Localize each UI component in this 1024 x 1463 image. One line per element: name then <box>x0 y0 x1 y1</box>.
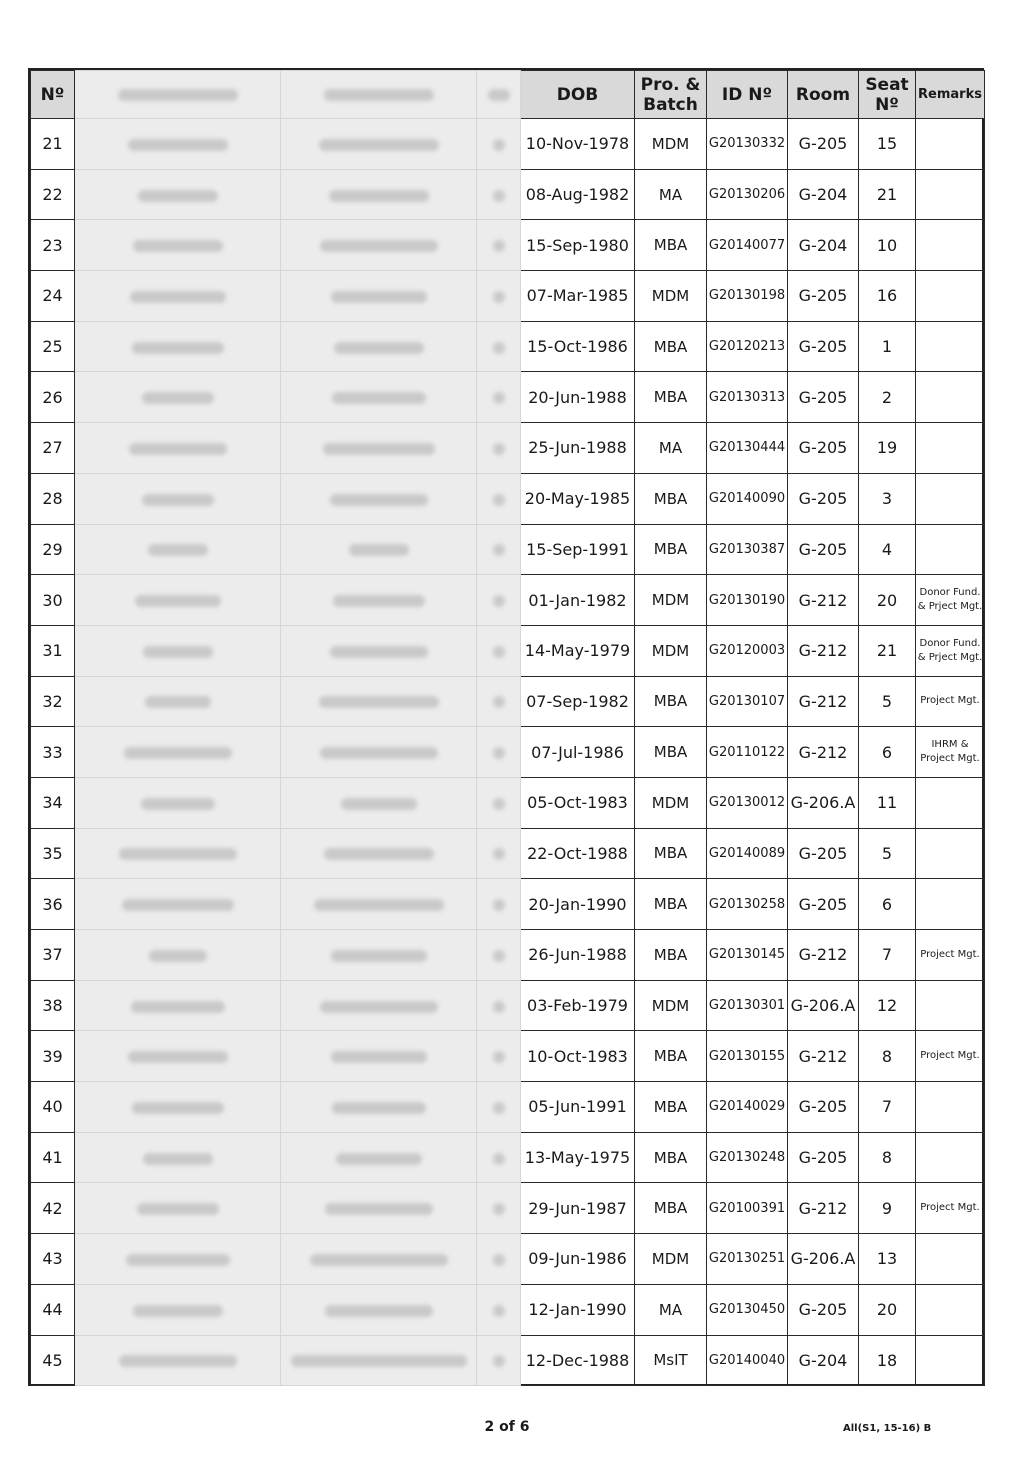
sex-redacted <box>477 220 521 271</box>
seat-cell: 7 <box>859 930 916 981</box>
seat-cell: 20 <box>859 1284 916 1335</box>
remarks-cell <box>916 169 985 220</box>
student-id-cell: G20130145 <box>707 930 788 981</box>
remarks-cell <box>916 473 985 524</box>
dob-cell: 07-Mar-1985 <box>521 271 635 322</box>
row-number: 41 <box>31 1132 75 1183</box>
room-cell: G-206.A <box>788 980 859 1031</box>
name-latin-redacted <box>281 930 477 981</box>
row-number: 34 <box>31 777 75 828</box>
name-khmer-redacted <box>75 423 281 474</box>
seat-cell: 3 <box>859 473 916 524</box>
program-batch-cell: MsIT <box>635 1335 707 1386</box>
remarks-cell <box>916 321 985 372</box>
room-cell: G-212 <box>788 1183 859 1234</box>
name-latin-redacted <box>281 220 477 271</box>
name-khmer-redacted <box>75 321 281 372</box>
remarks-cell <box>916 524 985 575</box>
remarks-cell <box>916 423 985 474</box>
name-khmer-redacted <box>75 220 281 271</box>
name-latin-redacted <box>281 879 477 930</box>
table-row <box>31 524 985 575</box>
name-khmer-redacted <box>75 372 281 423</box>
dob-cell: 29-Jun-1987 <box>521 1183 635 1234</box>
room-cell: G-205 <box>788 321 859 372</box>
room-cell: G-204 <box>788 1335 859 1386</box>
name-khmer-redacted <box>75 1284 281 1335</box>
header-sex-redacted <box>477 71 521 119</box>
name-khmer-redacted <box>75 625 281 676</box>
seat-cell: 5 <box>859 676 916 727</box>
name-khmer-redacted <box>75 1335 281 1386</box>
name-khmer-redacted <box>75 1082 281 1133</box>
program-batch-cell: MA <box>635 1284 707 1335</box>
remarks-cell <box>916 1082 985 1133</box>
remarks-cell <box>916 980 985 1031</box>
remarks-cell: Project Mgt. <box>916 676 985 727</box>
program-batch-cell: MDM <box>635 271 707 322</box>
header-no: Nº <box>31 71 75 119</box>
room-cell: G-205 <box>788 372 859 423</box>
sex-redacted <box>477 879 521 930</box>
room-cell: G-205 <box>788 473 859 524</box>
dob-cell: 05-Oct-1983 <box>521 777 635 828</box>
room-cell: G-205 <box>788 1132 859 1183</box>
table-row <box>31 1335 985 1386</box>
page-number: 2 of 6 <box>484 1419 530 1435</box>
header-room: Room <box>788 71 859 119</box>
table-row <box>31 575 985 626</box>
table-row <box>31 727 985 778</box>
student-id-cell: G20140090 <box>707 473 788 524</box>
program-batch-cell: MDM <box>635 1234 707 1285</box>
student-id-cell: G20130258 <box>707 879 788 930</box>
program-batch-cell: MBA <box>635 1183 707 1234</box>
roster-sheet <box>28 68 984 1386</box>
sex-redacted <box>477 828 521 879</box>
program-batch-cell: MDM <box>635 777 707 828</box>
sex-redacted <box>477 321 521 372</box>
row-number: 25 <box>31 321 75 372</box>
student-id-cell: G20130450 <box>707 1284 788 1335</box>
remarks-cell <box>916 1335 985 1386</box>
row-number: 31 <box>31 625 75 676</box>
name-khmer-redacted <box>75 575 281 626</box>
name-khmer-redacted <box>75 930 281 981</box>
name-khmer-redacted <box>75 119 281 170</box>
row-number: 33 <box>31 727 75 778</box>
name-latin-redacted <box>281 524 477 575</box>
name-latin-redacted <box>281 1183 477 1234</box>
student-id-cell: G20130190 <box>707 575 788 626</box>
program-batch-cell: MDM <box>635 980 707 1031</box>
seat-cell: 15 <box>859 119 916 170</box>
table-row <box>31 169 985 220</box>
room-cell: G-212 <box>788 676 859 727</box>
name-latin-redacted <box>281 980 477 1031</box>
program-batch-cell: MBA <box>635 1082 707 1133</box>
remarks-cell <box>916 777 985 828</box>
dob-cell: 12-Jan-1990 <box>521 1284 635 1335</box>
student-id-cell: G20140040 <box>707 1335 788 1386</box>
seat-cell: 18 <box>859 1335 916 1386</box>
remarks-cell: Project Mgt. <box>916 1183 985 1234</box>
dob-cell: 25-Jun-1988 <box>521 423 635 474</box>
student-id-cell: G20140089 <box>707 828 788 879</box>
dob-cell: 05-Jun-1991 <box>521 1082 635 1133</box>
seat-cell: 16 <box>859 271 916 322</box>
name-latin-redacted <box>281 575 477 626</box>
sex-redacted <box>477 676 521 727</box>
row-number: 42 <box>31 1183 75 1234</box>
row-number: 36 <box>31 879 75 930</box>
room-cell: G-212 <box>788 1031 859 1082</box>
seat-cell: 10 <box>859 220 916 271</box>
room-cell: G-206.A <box>788 1234 859 1285</box>
table-row <box>31 676 985 727</box>
remarks-cell <box>916 828 985 879</box>
name-khmer-redacted <box>75 727 281 778</box>
name-khmer-redacted <box>75 777 281 828</box>
dob-cell: 20-May-1985 <box>521 473 635 524</box>
row-number: 21 <box>31 119 75 170</box>
name-latin-redacted <box>281 727 477 778</box>
student-id-cell: G20130012 <box>707 777 788 828</box>
program-batch-cell: MBA <box>635 524 707 575</box>
header-name-khmer-redacted <box>75 71 281 119</box>
name-latin-redacted <box>281 169 477 220</box>
student-id-cell: G20130198 <box>707 271 788 322</box>
student-id-cell: G20130206 <box>707 169 788 220</box>
name-latin-redacted <box>281 1234 477 1285</box>
table-row <box>31 828 985 879</box>
program-batch-cell: MBA <box>635 220 707 271</box>
sex-redacted <box>477 1284 521 1335</box>
sex-redacted <box>477 930 521 981</box>
dob-cell: 22-Oct-1988 <box>521 828 635 879</box>
remarks-cell: Project Mgt. <box>916 1031 985 1082</box>
student-roster-table <box>30 70 985 1386</box>
program-batch-cell: MBA <box>635 727 707 778</box>
student-id-cell: G20140077 <box>707 220 788 271</box>
name-latin-redacted <box>281 625 477 676</box>
sex-redacted <box>477 119 521 170</box>
sex-redacted <box>477 980 521 1031</box>
remarks-cell <box>916 1132 985 1183</box>
row-number: 37 <box>31 930 75 981</box>
program-batch-cell: MBA <box>635 1132 707 1183</box>
remarks-cell <box>916 1234 985 1285</box>
table-row <box>31 423 985 474</box>
student-id-cell: G20130248 <box>707 1132 788 1183</box>
table-row <box>31 1284 985 1335</box>
remarks-cell <box>916 220 985 271</box>
program-batch-cell: MBA <box>635 676 707 727</box>
table-row <box>31 930 985 981</box>
seat-cell: 6 <box>859 879 916 930</box>
name-latin-redacted <box>281 1082 477 1133</box>
name-latin-redacted <box>281 777 477 828</box>
program-batch-cell: MBA <box>635 473 707 524</box>
row-number: 32 <box>31 676 75 727</box>
dob-cell: 15-Sep-1991 <box>521 524 635 575</box>
program-batch-cell: MBA <box>635 1031 707 1082</box>
name-latin-redacted <box>281 321 477 372</box>
student-id-cell: G20120003 <box>707 625 788 676</box>
name-khmer-redacted <box>75 1234 281 1285</box>
sex-redacted <box>477 169 521 220</box>
name-khmer-redacted <box>75 271 281 322</box>
room-cell: G-212 <box>788 727 859 778</box>
name-khmer-redacted <box>75 980 281 1031</box>
dob-cell: 13-May-1975 <box>521 1132 635 1183</box>
room-cell: G-205 <box>788 1082 859 1133</box>
name-khmer-redacted <box>75 828 281 879</box>
seat-cell: 7 <box>859 1082 916 1133</box>
dob-cell: 26-Jun-1988 <box>521 930 635 981</box>
seat-cell: 9 <box>859 1183 916 1234</box>
remarks-cell <box>916 119 985 170</box>
name-latin-redacted <box>281 676 477 727</box>
seat-cell: 20 <box>859 575 916 626</box>
sex-redacted <box>477 524 521 575</box>
row-number: 38 <box>31 980 75 1031</box>
seat-cell: 21 <box>859 625 916 676</box>
sex-redacted <box>477 1082 521 1133</box>
sex-redacted <box>477 727 521 778</box>
remarks-cell: Donor Fund. & Prject Mgt. <box>916 575 985 626</box>
table-row <box>31 220 985 271</box>
sex-redacted <box>477 473 521 524</box>
sex-redacted <box>477 1234 521 1285</box>
sex-redacted <box>477 575 521 626</box>
table-row <box>31 321 985 372</box>
name-latin-redacted <box>281 828 477 879</box>
student-id-cell: G20130313 <box>707 372 788 423</box>
program-batch-cell: MDM <box>635 119 707 170</box>
table-header-row <box>31 71 985 119</box>
remarks-cell <box>916 1284 985 1335</box>
header-seat: Seat Nº <box>859 71 916 119</box>
row-number: 24 <box>31 271 75 322</box>
sex-redacted <box>477 1335 521 1386</box>
table-row <box>31 980 985 1031</box>
student-id-cell: G20130107 <box>707 676 788 727</box>
program-batch-cell: MDM <box>635 625 707 676</box>
name-latin-redacted <box>281 119 477 170</box>
room-cell: G-205 <box>788 828 859 879</box>
dob-cell: 14-May-1979 <box>521 625 635 676</box>
sex-redacted <box>477 777 521 828</box>
seat-cell: 21 <box>859 169 916 220</box>
name-latin-redacted <box>281 1335 477 1386</box>
room-cell: G-204 <box>788 169 859 220</box>
row-number: 43 <box>31 1234 75 1285</box>
row-number: 44 <box>31 1284 75 1335</box>
seat-cell: 2 <box>859 372 916 423</box>
seat-cell: 8 <box>859 1031 916 1082</box>
program-batch-cell: MDM <box>635 575 707 626</box>
program-batch-cell: MBA <box>635 828 707 879</box>
dob-cell: 08-Aug-1982 <box>521 169 635 220</box>
sex-redacted <box>477 1183 521 1234</box>
name-khmer-redacted <box>75 676 281 727</box>
remarks-cell: IHRM & Project Mgt. <box>916 727 985 778</box>
room-cell: G-205 <box>788 271 859 322</box>
room-cell: G-205 <box>788 1284 859 1335</box>
program-batch-cell: MA <box>635 423 707 474</box>
seat-cell: 6 <box>859 727 916 778</box>
program-batch-cell: MA <box>635 169 707 220</box>
name-latin-redacted <box>281 1284 477 1335</box>
row-number: 26 <box>31 372 75 423</box>
name-latin-redacted <box>281 1031 477 1082</box>
sex-redacted <box>477 1031 521 1082</box>
table-row <box>31 879 985 930</box>
header-program-batch: Pro. & Batch <box>635 71 707 119</box>
dob-cell: 10-Oct-1983 <box>521 1031 635 1082</box>
table-row <box>31 1082 985 1133</box>
dob-cell: 09-Jun-1986 <box>521 1234 635 1285</box>
name-latin-redacted <box>281 271 477 322</box>
student-id-cell: G20130387 <box>707 524 788 575</box>
table-row <box>31 473 985 524</box>
name-khmer-redacted <box>75 1183 281 1234</box>
header-remarks: Remarks <box>916 71 985 119</box>
student-id-cell: G20130332 <box>707 119 788 170</box>
row-number: 35 <box>31 828 75 879</box>
dob-cell: 07-Sep-1982 <box>521 676 635 727</box>
room-cell: G-205 <box>788 119 859 170</box>
remarks-cell <box>916 372 985 423</box>
header-dob: DOB <box>521 71 635 119</box>
student-id-cell: G20110122 <box>707 727 788 778</box>
name-khmer-redacted <box>75 473 281 524</box>
room-cell: G-212 <box>788 625 859 676</box>
remarks-cell <box>916 879 985 930</box>
room-cell: G-205 <box>788 879 859 930</box>
dob-cell: 07-Jul-1986 <box>521 727 635 778</box>
name-khmer-redacted <box>75 524 281 575</box>
name-latin-redacted <box>281 1132 477 1183</box>
dob-cell: 20-Jan-1990 <box>521 879 635 930</box>
room-cell: G-212 <box>788 575 859 626</box>
table-row <box>31 625 985 676</box>
row-number: 39 <box>31 1031 75 1082</box>
document-code: All(S1, 15-16) B <box>843 1423 932 1434</box>
row-number: 23 <box>31 220 75 271</box>
sex-redacted <box>477 271 521 322</box>
name-latin-redacted <box>281 473 477 524</box>
row-number: 45 <box>31 1335 75 1386</box>
table-row <box>31 119 985 170</box>
table-row <box>31 1031 985 1082</box>
student-id-cell: G20130155 <box>707 1031 788 1082</box>
dob-cell: 03-Feb-1979 <box>521 980 635 1031</box>
name-khmer-redacted <box>75 169 281 220</box>
remarks-cell <box>916 271 985 322</box>
program-batch-cell: MBA <box>635 879 707 930</box>
remarks-cell: Project Mgt. <box>916 930 985 981</box>
seat-cell: 1 <box>859 321 916 372</box>
table-row <box>31 1183 985 1234</box>
name-latin-redacted <box>281 423 477 474</box>
program-batch-cell: MBA <box>635 372 707 423</box>
table-row <box>31 777 985 828</box>
sex-redacted <box>477 625 521 676</box>
seat-cell: 11 <box>859 777 916 828</box>
dob-cell: 15-Oct-1986 <box>521 321 635 372</box>
dob-cell: 01-Jan-1982 <box>521 575 635 626</box>
table-row <box>31 271 985 322</box>
row-number: 29 <box>31 524 75 575</box>
program-batch-cell: MBA <box>635 321 707 372</box>
remarks-cell: Donor Fund. & Prject Mgt. <box>916 625 985 676</box>
dob-cell: 15-Sep-1980 <box>521 220 635 271</box>
header-id: ID Nº <box>707 71 788 119</box>
table-row <box>31 1132 985 1183</box>
student-id-cell: G20130301 <box>707 980 788 1031</box>
seat-cell: 5 <box>859 828 916 879</box>
sex-redacted <box>477 423 521 474</box>
row-number: 30 <box>31 575 75 626</box>
seat-cell: 13 <box>859 1234 916 1285</box>
sex-redacted <box>477 372 521 423</box>
student-id-cell: G20100391 <box>707 1183 788 1234</box>
row-number: 22 <box>31 169 75 220</box>
seat-cell: 4 <box>859 524 916 575</box>
row-number: 28 <box>31 473 75 524</box>
student-id-cell: G20120213 <box>707 321 788 372</box>
row-number: 40 <box>31 1082 75 1133</box>
student-id-cell: G20140029 <box>707 1082 788 1133</box>
table-row <box>31 372 985 423</box>
name-khmer-redacted <box>75 879 281 930</box>
name-khmer-redacted <box>75 1132 281 1183</box>
room-cell: G-205 <box>788 524 859 575</box>
room-cell: G-206.A <box>788 777 859 828</box>
row-number: 27 <box>31 423 75 474</box>
dob-cell: 12-Dec-1988 <box>521 1335 635 1386</box>
student-id-cell: G20130444 <box>707 423 788 474</box>
program-batch-cell: MBA <box>635 930 707 981</box>
name-latin-redacted <box>281 372 477 423</box>
room-cell: G-205 <box>788 423 859 474</box>
table-row <box>31 1234 985 1285</box>
seat-cell: 8 <box>859 1132 916 1183</box>
seat-cell: 19 <box>859 423 916 474</box>
sex-redacted <box>477 1132 521 1183</box>
dob-cell: 10-Nov-1978 <box>521 119 635 170</box>
header-name-latin-redacted <box>281 71 477 119</box>
seat-cell: 12 <box>859 980 916 1031</box>
room-cell: G-212 <box>788 930 859 981</box>
name-khmer-redacted <box>75 1031 281 1082</box>
room-cell: G-204 <box>788 220 859 271</box>
dob-cell: 20-Jun-1988 <box>521 372 635 423</box>
student-id-cell: G20130251 <box>707 1234 788 1285</box>
